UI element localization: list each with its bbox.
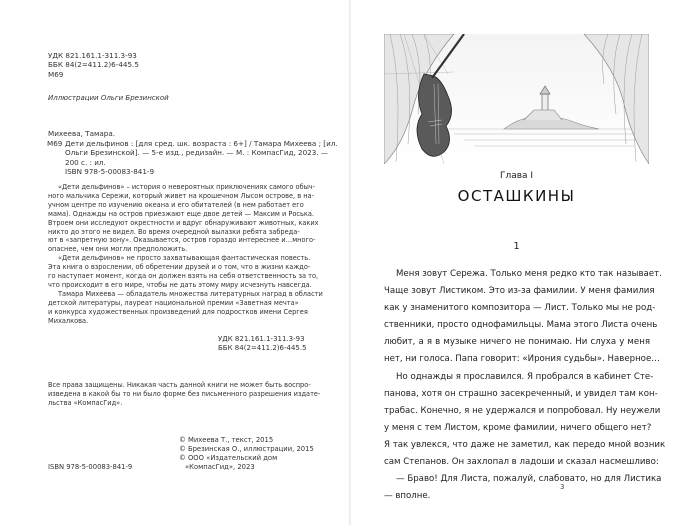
author-mark: М69: [48, 69, 64, 79]
bib-code: М69: [47, 139, 63, 148]
annotation-line: никто до этого не видел. Во время очередной вылазки ребята забреда-: [48, 227, 300, 236]
page-number: 3: [560, 483, 565, 491]
annotation-line: «Дети дельфинов» не просто захватывающая фантастическая повесть.: [58, 254, 311, 263]
chapter-illustration: [384, 34, 649, 164]
annotation-line: мама). Однажды на остров приезжают еще двое детей — Максим и Роська.: [48, 209, 315, 218]
bbk-line: ББК 84(2=411.2)6-445.5: [218, 344, 307, 352]
body-line: Меня зовут Сережа. Только меня редко кто так называет.: [396, 269, 662, 279]
bib-line: Дети дельфинов : [для сред. шк. возраста : 6+] / Тамара Михеева ; [ил.: [65, 139, 338, 148]
annotation-paragraph-3: [48, 289, 323, 326]
udk-line: УДК 821.161.1-311.3-93: [48, 51, 137, 60]
annotation-line: ют в «запретную зону». Оказывается, остров гораздо интереснее и…много-: [48, 236, 316, 245]
annotation-line: Втроем они исследуют окрестности и вдруг обнаруживают животных, каких: [48, 218, 319, 227]
body-line: — Браво! Для Листа, пожалуй, слабовато, но для Листика: [396, 474, 662, 485]
udk-block-top: [48, 51, 139, 79]
bib-line: Ольги Брезинской]. — 5-е изд., редизайн. — М. : КомпасГид, 2023. —: [65, 148, 329, 158]
udk-line: УДК 821.161.1-311.3-93: [218, 335, 305, 343]
annotation-line: Михалкова.: [48, 316, 89, 325]
body-line: Чаще зовут Листиком. Это из-за фамилии. У меня фамилия: [384, 286, 655, 297]
body-line: Я так увлекся, что даже не заметил, как передо мной возник: [384, 439, 666, 450]
author-heading: Михеева, Тамара.: [48, 129, 116, 138]
annotation-line: «Дети дельфинов» – история о невероятных приключениях самого обыч-: [58, 183, 316, 191]
body-line: нет, ни голоса. Папа говорит: «Ирония судьбы». Наверное…: [384, 354, 660, 365]
annotation-paragraph-2: [48, 254, 318, 290]
body-line: у меня с тем Листом, кроме фамилии, ничего общего нет?: [384, 422, 652, 433]
chapter-body: [384, 266, 666, 505]
body-line: любит, а я в музыке ничего не понимаю. Ни слуха у меня: [384, 337, 650, 348]
body-line: — вполне.: [384, 491, 431, 502]
annotation-line: го наступает момент, когда он должен взять на себя ответственность за то,: [48, 272, 319, 281]
annotation-line: Тамара Михеева — обладатель множества литературных наград в области: [58, 289, 323, 298]
copyright-block: [179, 436, 314, 472]
annotation: [48, 183, 323, 326]
annotation-line: Эта книга о взрослении, об обретении друзей и о том, что в жизни каждо-: [48, 263, 311, 272]
body-line: Но однажды я прославился. Я пробрался в кабинет Сте-: [396, 371, 654, 382]
rights-line: льства «КомпасГид».: [48, 398, 123, 407]
copyright-line: © Брезинская О., иллюстрации, 2015: [179, 445, 314, 453]
copyright-line: © Михеева Т., текст, 2015: [179, 436, 274, 444]
rights-notice: [48, 381, 321, 408]
illustrator-credit: Иллюстрации Ольги Брезинской: [48, 94, 169, 102]
annotation-line: учном центре по изучению океана и его обитателей (в нем работает его: [48, 200, 304, 209]
body-line: панова, хотя он страшно засекреченный, и увидел там кон-: [384, 388, 658, 399]
udk-block-bottom: [218, 335, 307, 353]
annotation-paragraph-1: [48, 183, 318, 254]
section-number: 1: [513, 241, 520, 252]
bibliographic-record: [47, 139, 338, 177]
chapter-label: Глава I: [499, 171, 534, 181]
annotation-line: ного мальчика Сережи, который живет на крошечном Лысом острове, в на-: [48, 191, 314, 200]
body-line: как у знаменитого композитора — Лист. Только мы не род-: [384, 303, 656, 314]
body-line: сам Степанов. Он захлопал в ладоши и сказал насмешливо:: [384, 457, 659, 468]
annotation-line: детской литературы, лауреат национальной премии «Заветная мечта»: [48, 298, 299, 307]
body-line: трабас. Конечно, я не удержался и попробовал. Ну неужели: [384, 405, 661, 416]
annotation-line: и конкурса художественных произведений для подростков имени Сергея: [48, 307, 308, 316]
rights-line: Все права защищены. Никакая часть данной книги не может быть воспро-: [48, 381, 311, 389]
rights-line: изведена в какой бы то ни было форме без письменного разрешения издате-: [48, 389, 321, 398]
bbk-line: ББК 84(2=411.2)6-445.5: [48, 60, 139, 70]
bib-line: 200 с. : ил.: [65, 157, 106, 167]
chapter-title: ОСТАШКИНЫ: [457, 187, 576, 205]
bib-isbn: ISBN 978-5-00083-841-9: [65, 167, 155, 177]
body-line: ственники, просто однофамильцы. Мама этого Листа очень: [384, 320, 658, 331]
isbn-bottom: ISBN 978-5-00083-841-9: [48, 463, 133, 471]
copyright-line: © ООО «Издательский дом: [179, 454, 278, 462]
annotation-line: что происходит в его мире, чтобы не дать этому миру исчезнуть навсегда.: [48, 280, 312, 289]
page-gutter: [349, 0, 351, 525]
copyright-line: «КомпасГид», 2023: [185, 463, 255, 471]
annotation-line: опаснее, чем они могли предположить.: [48, 245, 188, 254]
